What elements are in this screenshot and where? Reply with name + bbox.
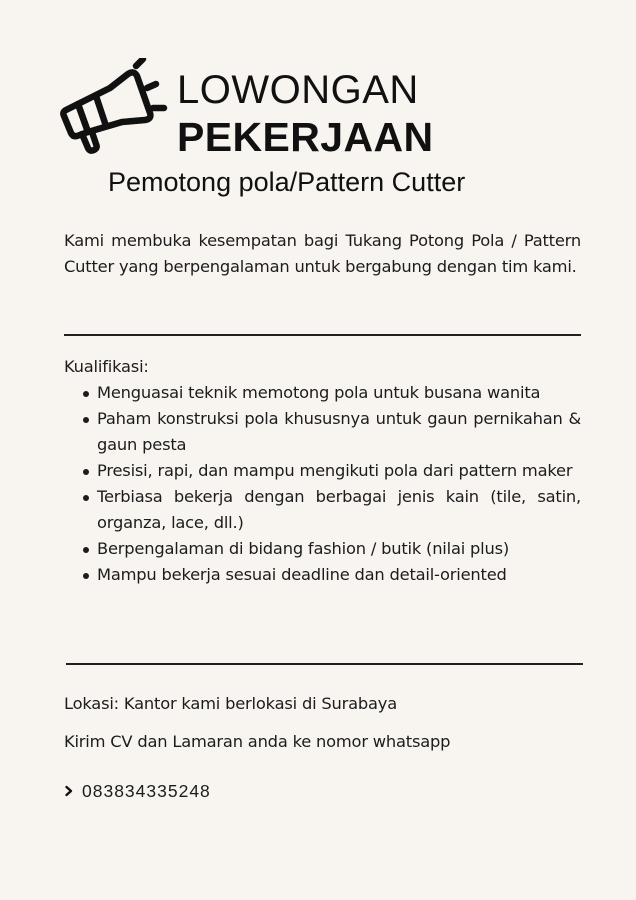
bullet-icon: [83, 417, 89, 423]
qualification-text: Paham konstruksi pola khususnya untuk gaun pernikahan & gaun pesta: [97, 409, 581, 454]
qualifications-list: [64, 380, 581, 588]
qualification-item: [64, 458, 581, 484]
phone-row: [64, 778, 211, 804]
location-text: Lokasi: Kantor kami berlokasi di Surabaya: [64, 694, 398, 713]
qualification-item: [64, 406, 581, 458]
send-cv-instruction: Kirim CV dan Lamaran anda ke nomor whatsapp: [64, 732, 451, 751]
intro-paragraph: Kami membuka kesempatan bagi Tukang Potong Pola / Pattern Cutter yang berpengalaman untuk bergabung dengan tim kami.: [64, 231, 581, 276]
qualification-text: Mampu bekerja sesuai deadline dan detail-oriented: [97, 565, 507, 584]
job-position-subtitle: Pemotong pola/Pattern Cutter: [108, 167, 466, 197]
title-pekerjaan: PEKERJAAN: [177, 114, 434, 160]
qualification-text: Menguasai teknik memotong pola untuk busana wanita: [97, 383, 541, 402]
qualification-text: Presisi, rapi, dan mampu mengikuti pola dari pattern maker: [97, 461, 573, 480]
qualification-item: [64, 536, 581, 562]
qualification-item: [64, 484, 581, 536]
qualification-item: [64, 380, 581, 406]
chevron-right-icon: [64, 785, 74, 797]
qualifications-label: Kualifikasi:: [64, 357, 149, 376]
qualification-text: Berpengalaman di bidang fashion / butik (nilai plus): [97, 539, 510, 558]
title-lowongan: LOWONGAN: [177, 68, 419, 112]
bullet-icon: [83, 469, 89, 475]
qualification-text: Terbiasa bekerja dengan berbagai jenis kain (tile, satin, organza, lace, dll.): [97, 487, 581, 532]
bullet-icon: [83, 547, 89, 553]
divider-bottom: [66, 663, 583, 665]
bullet-icon: [83, 573, 89, 579]
qualification-item: [64, 562, 581, 588]
bullet-icon: [83, 391, 89, 397]
whatsapp-number[interactable]: 083834335248: [82, 781, 211, 801]
bullet-icon: [83, 495, 89, 501]
megaphone-icon: [58, 58, 168, 154]
divider-top: [64, 334, 581, 336]
